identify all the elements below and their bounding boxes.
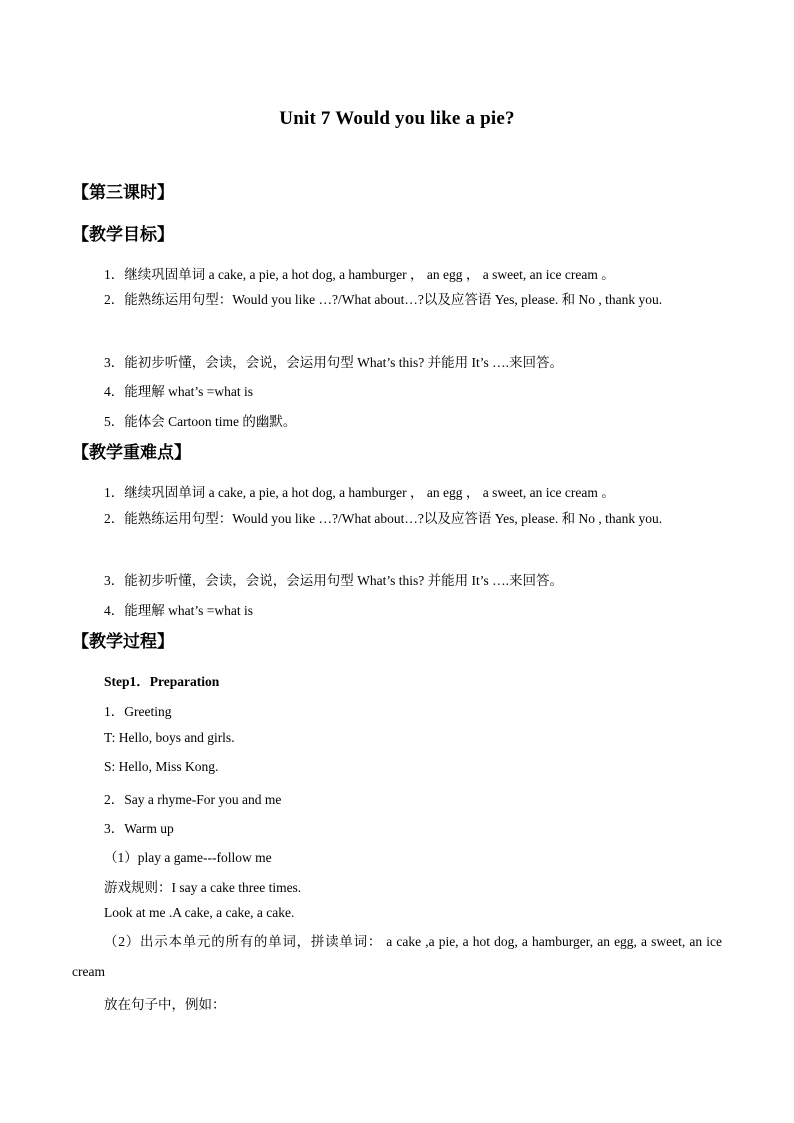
- section-heading-lesson: 【第三课时】: [72, 183, 174, 203]
- objective-item: 1．继续巩固单词 a cake, a pie, a hot dog, a hamburger ， an egg ， a sweet, an ice cream 。: [104, 267, 615, 282]
- section-heading-process: 【教学过程】: [72, 632, 174, 652]
- process-line: 3．Warm up: [104, 821, 174, 836]
- key-point-item: 2．能熟练运用句型：Would you like …?/What about…?以及应答语 Yes, please. 和 No , thank you.: [104, 511, 663, 526]
- key-point-item: 4．能理解 what’s =what is: [104, 603, 253, 618]
- objective-item: 3．能初步听懂，会读，会说，会运用句型 What’s this? 并能用 It’s ….来回答。: [104, 355, 563, 370]
- section-heading-key-points: 【教学重难点】: [72, 443, 191, 463]
- objective-item: 4．能理解 what’s =what is: [104, 384, 253, 399]
- process-line: 游戏规则：I say a cake three times.: [104, 880, 302, 895]
- process-line: Look at me .A cake, a cake, a cake.: [104, 905, 295, 920]
- objective-item: 5．能体会 Cartoon time 的幽默。: [104, 414, 297, 429]
- key-point-item: 1．继续巩固单词 a cake, a pie, a hot dog, a hamburger ， an egg ， a sweet, an ice cream 。: [104, 485, 615, 500]
- page-title: Unit 7 Would you like a pie?: [279, 108, 515, 129]
- process-line: 2．Say a rhyme-For you and me: [104, 792, 282, 807]
- process-line: 放在句子中，例如：: [104, 997, 226, 1012]
- process-line: S: Hello, Miss Kong.: [104, 759, 219, 774]
- objective-item: 2．能熟练运用句型：Would you like …?/What about…?以及应答语 Yes, please. 和 No , thank you.: [104, 292, 663, 307]
- key-point-item: 3．能初步听懂，会读，会说，会运用句型 What’s this? 并能用 It’s ….来回答。: [104, 573, 563, 588]
- process-line: 1．Greeting: [104, 704, 172, 719]
- process-line: （2）出示本单元的所有的单词，拼读单词： a cake ,a pie, a hot dog, a hamburger, an egg, a sweet, an ice cream: [72, 934, 722, 979]
- process-line: （1）play a game---follow me: [104, 850, 272, 865]
- section-heading-objectives: 【教学目标】: [72, 225, 174, 245]
- process-line: T: Hello, boys and girls.: [104, 730, 235, 745]
- step-heading: Step1．Preparation: [104, 674, 220, 689]
